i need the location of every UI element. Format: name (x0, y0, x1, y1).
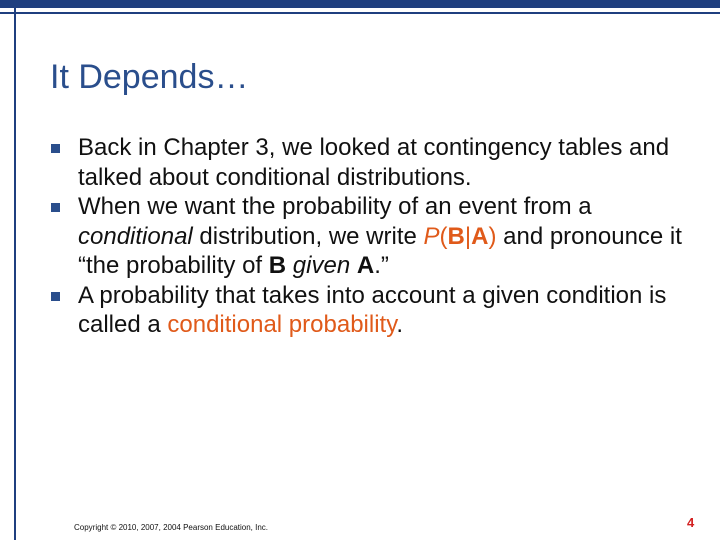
bullet-text-part: .” (374, 252, 389, 279)
period: . (396, 311, 404, 338)
emphasis-given: given (292, 252, 351, 279)
top-rule-thick (0, 0, 720, 8)
notation-bar: | (464, 222, 472, 250)
bullet-text-part: distribution, we write (192, 222, 424, 250)
copyright-footer: Copyright © 2010, 2007, 2004 Pearson Education, Inc. (74, 523, 269, 532)
bullet-text: Back in Chapter 3, we looked at contingency tables and talked about conditional distributions. (78, 134, 670, 191)
bold-a: A (356, 252, 375, 279)
bold-b: B (268, 252, 287, 279)
page-number: 4 (687, 515, 695, 530)
emphasis-conditional: conditional (78, 222, 193, 250)
notation-open-paren: ( (439, 222, 448, 250)
square-bullet-icon (51, 292, 60, 301)
square-bullet-icon (51, 203, 60, 212)
notation-p-b-given-a (424, 223, 497, 250)
bullet-item-1 (50, 133, 710, 192)
left-rule (14, 0, 16, 540)
bullet-text-part: When we want the probability of an event from a (78, 193, 592, 220)
bullet-text-part: A probability that takes into account a given condition is called a (78, 281, 667, 338)
bullet-text-part: and pronounce it “the probability of (78, 222, 682, 279)
notation-p: P (423, 222, 440, 250)
bullet-item-3 (50, 281, 710, 340)
slide-title: It Depends… (50, 58, 249, 96)
notation-a: A (471, 222, 489, 250)
bullet-item-2 (50, 192, 710, 281)
square-bullet-icon (51, 144, 60, 153)
notation-b: B (447, 222, 465, 250)
space (350, 252, 357, 279)
term-conditional-probability: conditional probability (167, 311, 397, 338)
top-rule-thin (0, 12, 720, 14)
notation-close-paren: ) (488, 222, 497, 250)
space (286, 252, 293, 279)
bullet-list (50, 133, 710, 340)
